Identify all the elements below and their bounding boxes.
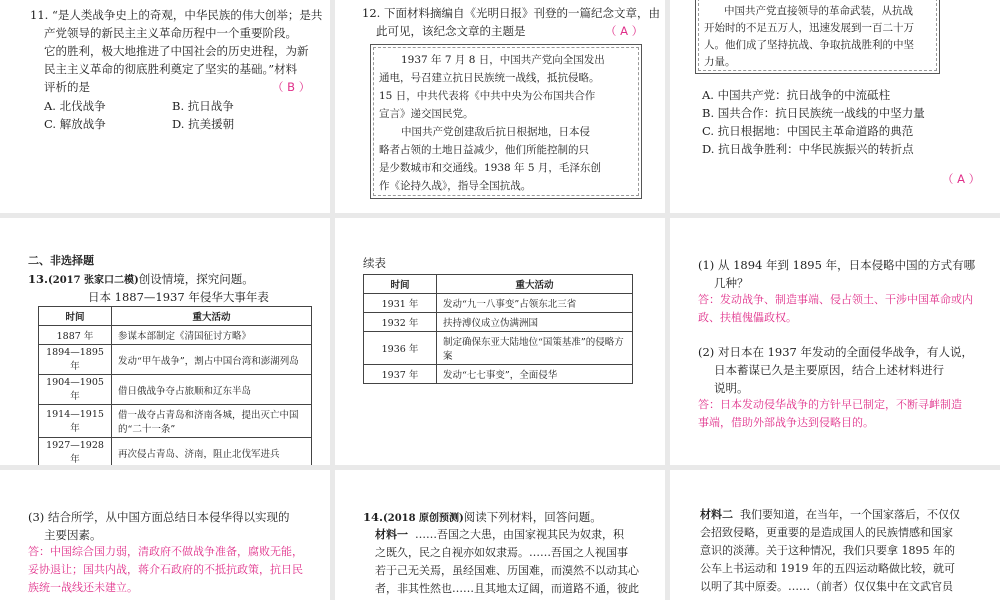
material-line: 我们要知道，在当年，一个国家落后，不仅仅: [740, 508, 960, 521]
question-13-subquestion-3-panel: [0, 470, 330, 600]
question-12-panel: [335, 0, 665, 213]
material-line: 中国共产党直接领导的革命武装，从抗战: [724, 5, 913, 17]
section-heading: 二、非选择题: [28, 254, 94, 267]
option-d: D. 抗日战争胜利：中华民族振兴的转折点: [702, 142, 914, 156]
table-cell: 借日俄战争夺占旅顺和辽东半岛: [112, 375, 312, 405]
question-13-stem: [28, 270, 254, 290]
question-number: 13.: [28, 272, 49, 286]
question-line: 说明。: [714, 381, 749, 395]
answer-1: [698, 291, 993, 327]
table-cell: 1894—1895 年: [39, 345, 112, 375]
column-header: 重大活动: [437, 275, 633, 294]
question-line: (1) 从 1894 年到 1895 年，日本侵略中国的方式有哪: [698, 258, 976, 272]
material-line: 略者占领的土地日益减少，他们所能控制的只: [379, 144, 589, 156]
option-d: D. 抗美援朝: [172, 117, 235, 131]
continued-table-title: 续表: [363, 256, 386, 270]
table-cell: 发动“甲午战争”，割占中国台湾和澎湖列岛: [112, 345, 312, 375]
material-line: 通电，号召建立抗日民族统一战线，抵抗侵略。: [379, 72, 600, 84]
table-cell: 扶持溥仪成立伪满洲国: [437, 313, 633, 332]
table-cell: 1936 年: [364, 332, 437, 365]
table-row: [364, 313, 633, 332]
events-table-continued: [363, 274, 633, 384]
answer-line: 答：发动战争、制造事端、侵占领土、干涉中国革命或内: [698, 293, 973, 306]
table-header-row: [39, 307, 312, 326]
table-title: 日本 1887—1937 年侵华大事年表: [88, 290, 269, 304]
table-row: [39, 405, 312, 438]
table-row: [364, 332, 633, 365]
answer-mark: （ A ）: [942, 172, 981, 186]
answer-line: 答：中国综合国力弱，清政府不做战争准备，腐败无能，: [28, 545, 303, 558]
subquestion-2: [698, 343, 993, 397]
table-row: [364, 365, 633, 384]
material-text: [379, 51, 637, 195]
table-cell: 1927—1928 年: [39, 438, 112, 466]
column-header: 时间: [39, 307, 112, 326]
material-line: 宣言》递交国民党。: [379, 108, 474, 120]
table-cell: 参谋本部制定《清国征讨方略》: [112, 326, 312, 345]
subquestion-1: [698, 256, 993, 292]
question-14-panel: [335, 470, 665, 600]
material-line: 以明了其中原委。……（前者）仅仅集中在文武官员: [700, 580, 953, 593]
question-line: (2) 对日本在 1937 年发动的全面侵华战争，有人说，: [698, 345, 974, 359]
table-cell: 1914—1915 年: [39, 405, 112, 438]
stem-line: 产党领导的新民主主义革命历程中一个重要阶段。: [44, 26, 297, 40]
column-header: 时间: [364, 275, 437, 294]
table-cell: 发动“七七事变”，全面侵华: [437, 365, 633, 384]
answer-line: 妥协退让；国共内战，蒋介石政府的不抵抗政策，抗日民: [28, 563, 303, 576]
table-row: [364, 294, 633, 313]
table-row: [39, 326, 312, 345]
material-line: 是少数城市和交通线。1938 年 5 月，毛泽东创: [379, 162, 601, 174]
question-source: (2017 张家口二模): [48, 275, 139, 286]
table-header-row: [364, 275, 633, 294]
question-13-panel: [0, 218, 330, 465]
material-box: [370, 44, 642, 199]
stem-line: 它的胜利，极大地推进了中国社会的历史进程，为新: [44, 44, 309, 58]
question-line: 日本蓄谋已久是主要原因，结合上述材料进行: [714, 363, 944, 377]
table-cell: 制定确保东亚大陆地位“国策基准”的侵略方案: [437, 332, 633, 365]
table-cell: 1937 年: [364, 365, 437, 384]
stem-line: 此可见，该纪念文章的主题是: [376, 24, 526, 38]
material-line: 者，非其性然也……且其地太辽阔，而道路不通，彼此: [375, 582, 639, 595]
answer-2: [698, 396, 993, 432]
question-14-stem: [363, 508, 602, 528]
stem-line: 11. “是人类战争史上的奇观，中华民族的伟大创举；是共: [30, 8, 323, 22]
material-label: 材料一: [375, 528, 408, 541]
material-line: 开始时的不足五万人，迅速发展到一百二十万: [704, 22, 914, 34]
continued-table-panel: [335, 218, 665, 465]
stem-line: 12. 下面材料摘编自《光明日报》刊登的一篇纪念文章，由: [362, 6, 660, 20]
option-c: C. 解放战争: [44, 117, 106, 131]
answer-line: 政、扶植傀儡政权。: [698, 311, 797, 324]
option-b: B. 国共合作：抗日民族统一战线的中坚力量: [702, 106, 925, 120]
question-line: 主要因素。: [44, 528, 102, 542]
answer-mark: （ A ）: [605, 24, 644, 38]
material-line: 中国共产党创建敌后抗日根据地，日本侵: [401, 126, 590, 138]
material-line: 人。他们成了坚持抗战、争取抗战胜利的中坚: [704, 39, 914, 51]
table-cell: 1887 年: [39, 326, 112, 345]
material-2: [700, 506, 995, 596]
subquestion-3: [28, 508, 323, 544]
table-row: [39, 345, 312, 375]
question-line: (3) 结合所学，从中国方面总结日本侵华得以实现的: [28, 510, 290, 524]
table-cell: 1904—1905 年: [39, 375, 112, 405]
material-1: [375, 526, 660, 598]
question-text: 创设情境，探究问题。: [138, 272, 254, 286]
column-header: 重大活动: [112, 307, 312, 326]
question-number: 14.: [363, 510, 384, 524]
question-14-material-2-panel: [670, 470, 1000, 600]
question-12-continued-panel: [670, 0, 1000, 213]
question-source: (2018 原创预测): [383, 513, 464, 524]
option-a: A. 中国共产党：抗日战争的中流砥柱: [702, 88, 891, 102]
table-row: [39, 438, 312, 466]
material-line: 会招致侵略，更重要的是造成国人的民族情感和国家: [700, 526, 953, 539]
material-line: 1937 年 7 月 8 日，中国共产党向全国发出: [401, 54, 605, 66]
stem-line: 民主主义革命的彻底胜利奠定了坚实的基础。”材料: [44, 62, 298, 76]
answer-line: 答：日本发动侵华战争的方针早已制定，不断寻衅制造: [698, 398, 962, 411]
material-label: 材料二: [700, 508, 733, 521]
material-line: ……吾国之大患，由国家视其民为奴隶，积: [415, 528, 624, 541]
material-text: [704, 3, 936, 71]
table-cell: 借一战夺占青岛和济南各城，提出灭亡中国的“二十一条”: [112, 405, 312, 438]
table-row: [39, 375, 312, 405]
answer-line: 族统一战线还未建立。: [28, 581, 138, 594]
table-cell: 再次侵占青岛、济南，阻止北伐军进兵: [112, 438, 312, 466]
option-c: C. 抗日根据地：中国民主革命道路的典范: [702, 124, 914, 138]
answer-mark: （ B ）: [272, 80, 311, 94]
material-line: 之既久，民之自视亦如奴隶焉。……吾国之人视国事: [375, 546, 628, 559]
question-11-panel: [0, 0, 330, 213]
material-line: 若于己无关焉，虽经国难、历国难，而漠然不以动其心: [375, 564, 639, 577]
material-line: 作《论持久战》，指导全国抗战。: [379, 180, 532, 192]
material-line: 15 日，中共代表将《中共中央为公布国共合作: [379, 90, 596, 102]
answer-line: 事端，借助外部战争达到侵略目的。: [698, 416, 874, 429]
option-b: B. 抗日战争: [172, 99, 234, 113]
question-line: 几种？: [714, 276, 749, 290]
table-cell: 1932 年: [364, 313, 437, 332]
material-line: 意识的淡薄。关于这种情况，我们只要拿 1895 年的: [700, 544, 955, 557]
option-a: A. 北伐战争: [44, 99, 106, 113]
table-cell: 1931 年: [364, 294, 437, 313]
answer-3: [28, 543, 328, 597]
material-line: 力量。: [704, 56, 736, 68]
material-box: [695, 0, 940, 74]
question-13-subquestions-panel: [670, 218, 1000, 465]
table-cell: 发动“九一八事变”占领东北三省: [437, 294, 633, 313]
question-text: 阅读下列材料，回答问题。: [463, 510, 602, 524]
stem-line: 评析的是: [44, 80, 90, 94]
events-table: [38, 306, 312, 465]
material-line: 公车上书运动和 1919 年的五四运动略做比较，就可: [700, 562, 955, 575]
